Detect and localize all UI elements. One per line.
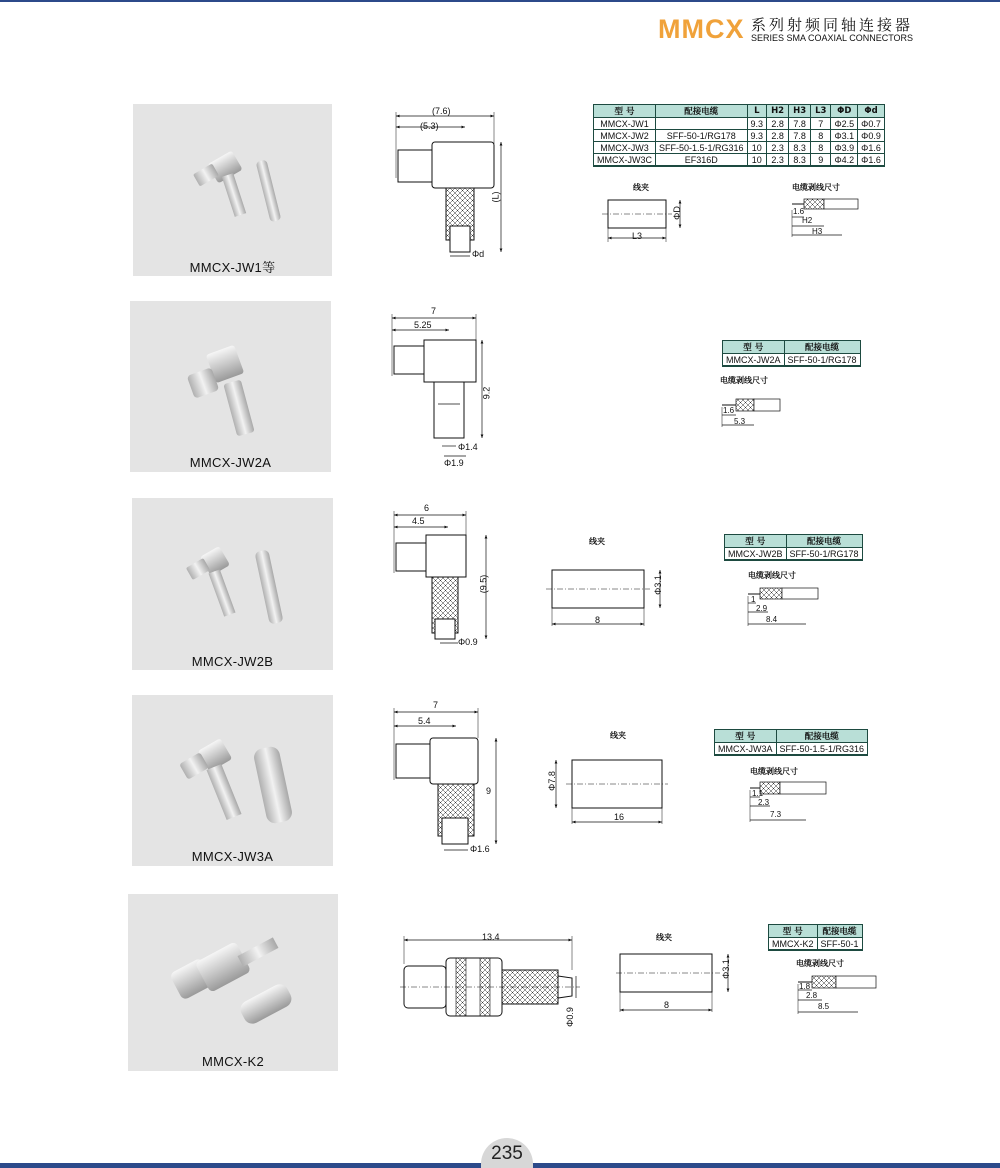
cell: 8 xyxy=(811,130,831,142)
cell: EF316D xyxy=(656,154,748,167)
dim-diameter: Φd xyxy=(472,249,485,259)
dim-overall: 13.4 xyxy=(482,932,500,942)
dim-diameter: Φ0.9 xyxy=(564,1007,575,1027)
dim-strip-c: H3 xyxy=(812,227,823,236)
dim-inner: 5.4 xyxy=(418,716,431,726)
dim-strip-a: 1 xyxy=(751,595,756,604)
cell: MMCX-JW2B xyxy=(725,548,787,561)
dim-strip-b: 2.3 xyxy=(758,798,770,807)
product-photo-jw3a xyxy=(132,695,333,866)
dim-strip-c: 7.3 xyxy=(770,810,782,819)
dim-overall: 7 xyxy=(431,306,437,316)
dim-overall: (7.6) xyxy=(432,106,451,116)
cell: MMCX-JW3 xyxy=(594,142,656,154)
dim-diameter: Φ1.4 xyxy=(458,442,478,452)
dim-height: 9 xyxy=(486,786,492,796)
col-id: Φd xyxy=(858,105,885,118)
cell: SFF-50-1/RG178 xyxy=(784,354,860,367)
cell: 10 xyxy=(747,154,767,167)
product-photo-k2 xyxy=(128,894,338,1071)
cell: MMCX-JW3A xyxy=(715,743,777,756)
col-od: ΦD xyxy=(831,105,858,118)
dim-strip-b: 2.9 xyxy=(756,604,768,613)
table-row xyxy=(594,118,885,130)
dim-height: 9.2 xyxy=(481,386,492,400)
cell: Φ2.5 xyxy=(831,118,858,130)
strip-caption: 电缆剥线尺寸 xyxy=(796,959,844,968)
clamp-caption: 线夹 xyxy=(610,731,626,740)
connector-image xyxy=(132,498,333,670)
col-h2: H2 xyxy=(767,105,789,118)
dim-strip-a: 1.6 xyxy=(793,207,805,216)
strip-drawing-jw2b xyxy=(744,570,824,628)
cell: 7 xyxy=(811,118,831,130)
cell: MMCX-JW3C xyxy=(594,154,656,167)
cell: SFF-50-1/RG178 xyxy=(786,548,862,561)
strip-drawing-jw3a xyxy=(746,766,836,826)
cell: 9.3 xyxy=(747,118,767,130)
dim-strip-a: 1.6 xyxy=(723,406,735,415)
product-photo-jw1 xyxy=(133,104,332,276)
strip-drawing-k2 xyxy=(794,958,884,1018)
clamp-drawing-jw3a xyxy=(548,730,678,824)
dim-clamp-len: 8 xyxy=(595,615,601,625)
col-cable: 配接电缆 xyxy=(817,925,862,938)
series-title-cn: 系列射频同轴连接器 xyxy=(751,16,914,34)
cell: 8 xyxy=(811,142,831,154)
cell: MMCX-K2 xyxy=(769,938,818,951)
cell: 2.3 xyxy=(767,142,789,154)
product-label: MMCX-K2 xyxy=(201,1054,265,1069)
cell: 2.8 xyxy=(767,118,789,130)
strip-drawing-jw1 xyxy=(790,182,870,242)
clamp-drawing-k2 xyxy=(616,932,746,1018)
brand-title: MMCX xyxy=(658,14,745,44)
dim-inner: 5.25 xyxy=(414,320,432,330)
table-row xyxy=(594,154,885,167)
strip-caption: 电缆剥线尺寸 xyxy=(748,571,796,580)
col-cable: 配接电缆 xyxy=(786,535,862,548)
dim-diameter: Φ0.9 xyxy=(458,637,478,647)
table-row xyxy=(594,142,885,154)
col-model: 型 号 xyxy=(725,535,787,548)
dim-inner: (5.3) xyxy=(420,121,439,131)
table-row xyxy=(594,130,885,142)
cell: SFF-50-1 xyxy=(817,938,862,951)
col-cable: 配接电缆 xyxy=(776,730,868,743)
cell: 9.3 xyxy=(747,130,767,142)
cell: 8.3 xyxy=(789,142,811,154)
dim-height: (L) xyxy=(490,191,501,203)
dim-clamp-dia: Φ7.8 xyxy=(546,771,557,791)
dim-clamp-dia: ΦD xyxy=(671,206,682,220)
cell: 2.3 xyxy=(767,154,789,167)
col-h3: H3 xyxy=(789,105,811,118)
page-number-tab xyxy=(481,1138,533,1168)
table-row xyxy=(723,354,861,367)
connector-image xyxy=(133,104,332,276)
dim-diameter: Φ1.6 xyxy=(470,844,490,854)
dim-clamp-len: 8 xyxy=(664,1000,670,1010)
dim-strip-a: 1.8 xyxy=(799,982,811,991)
cell: 10 xyxy=(747,142,767,154)
dim-clamp-len: L3 xyxy=(632,231,643,241)
cell: 7.8 xyxy=(789,118,811,130)
strip-caption: 电缆剥线尺寸 xyxy=(720,376,768,385)
cell: SFF-50-1.5-1/RG316 xyxy=(656,142,748,154)
cell: Φ4.2 xyxy=(831,154,858,167)
cell xyxy=(656,118,748,130)
cell: Φ1.6 xyxy=(858,142,885,154)
clamp-caption: 线夹 xyxy=(589,537,605,546)
product-label: MMCX-JW3A xyxy=(191,849,274,864)
table-row xyxy=(769,938,863,951)
cell: MMCX-JW1 xyxy=(594,118,656,130)
cell: Φ1.6 xyxy=(858,154,885,167)
cell: Φ0.9 xyxy=(858,130,885,142)
drawing-jw1 xyxy=(390,108,520,264)
product-label: MMCX-JW2A xyxy=(189,455,272,470)
clamp-caption: 线夹 xyxy=(656,933,672,942)
table-row xyxy=(715,743,868,756)
product-label: MMCX-JW2B xyxy=(191,654,274,669)
dim-strip-c: 8.4 xyxy=(766,615,778,624)
col-cable: 配接电缆 xyxy=(784,341,860,354)
cell: Φ3.9 xyxy=(831,142,858,154)
top-border xyxy=(0,0,1000,2)
catalog-header xyxy=(658,12,978,46)
drawing-k2 xyxy=(400,930,590,1030)
connector-image xyxy=(130,301,331,472)
dim-height: (9.5) xyxy=(478,574,489,594)
dim-strip-a: 1.1 xyxy=(752,789,764,798)
spec-table-jw2b xyxy=(724,534,863,561)
cell: 8.3 xyxy=(789,154,811,167)
strip-caption: 电缆剥线尺寸 xyxy=(750,767,798,776)
dim-overall: 7 xyxy=(433,700,439,710)
col-cable: 配接电缆 xyxy=(656,105,748,118)
col-model: 型 号 xyxy=(769,925,818,938)
cell: SFF-50-1/RG178 xyxy=(656,130,748,142)
dim-clamp-dia: Φ3.1 xyxy=(720,959,731,979)
col-l: L xyxy=(747,105,767,118)
cell: MMCX-JW2 xyxy=(594,130,656,142)
cell: SFF-50-1.5-1/RG316 xyxy=(776,743,868,756)
spec-table-jw2a xyxy=(722,340,861,367)
cell: Φ3.1 xyxy=(831,130,858,142)
cell: MMCX-JW2A xyxy=(723,354,785,367)
dim-strip-b: 5.3 xyxy=(734,417,746,426)
dim-diameter-2: Φ1.9 xyxy=(444,458,464,468)
connector-image xyxy=(128,894,338,1071)
spec-table-k2 xyxy=(768,924,863,951)
strip-caption: 电缆剥线尺寸 xyxy=(792,183,840,192)
page-number: 235 xyxy=(491,1143,523,1164)
col-model: 型 号 xyxy=(594,105,656,118)
clamp-drawing-jw2b xyxy=(546,536,676,630)
clamp-caption: 线夹 xyxy=(633,183,649,192)
drawing-jw2a xyxy=(386,306,496,472)
connector-image xyxy=(132,695,333,866)
dim-inner: 4.5 xyxy=(412,516,425,526)
series-title-en: SERIES SMA COAXIAL CONNECTORS xyxy=(751,33,914,43)
col-l3: L3 xyxy=(811,105,831,118)
dim-clamp-dia: Φ3.1 xyxy=(652,575,663,595)
dim-strip-c: 8.5 xyxy=(818,1002,830,1011)
strip-drawing-jw2a xyxy=(718,375,798,431)
product-photo-jw2a xyxy=(130,301,331,472)
product-label: MMCX-JW1等 xyxy=(189,260,276,275)
product-photo-jw2b xyxy=(132,498,333,670)
dim-clamp-len: 16 xyxy=(614,812,625,822)
dim-overall: 6 xyxy=(424,503,430,513)
drawing-jw2b xyxy=(388,503,498,653)
cell: Φ0.7 xyxy=(858,118,885,130)
cell: 9 xyxy=(811,154,831,167)
cell: 7.8 xyxy=(789,130,811,142)
spec-table-jw3a xyxy=(714,729,868,756)
col-model: 型 号 xyxy=(715,730,777,743)
spec-table-jw1 xyxy=(593,104,885,167)
cell: 2.8 xyxy=(767,130,789,142)
clamp-drawing-jw1 xyxy=(600,182,700,252)
dim-strip-b: H2 xyxy=(802,216,813,225)
table-row xyxy=(725,548,863,561)
drawing-jw3a xyxy=(388,700,504,860)
col-model: 型 号 xyxy=(723,341,785,354)
dim-strip-b: 2.8 xyxy=(806,991,818,1000)
